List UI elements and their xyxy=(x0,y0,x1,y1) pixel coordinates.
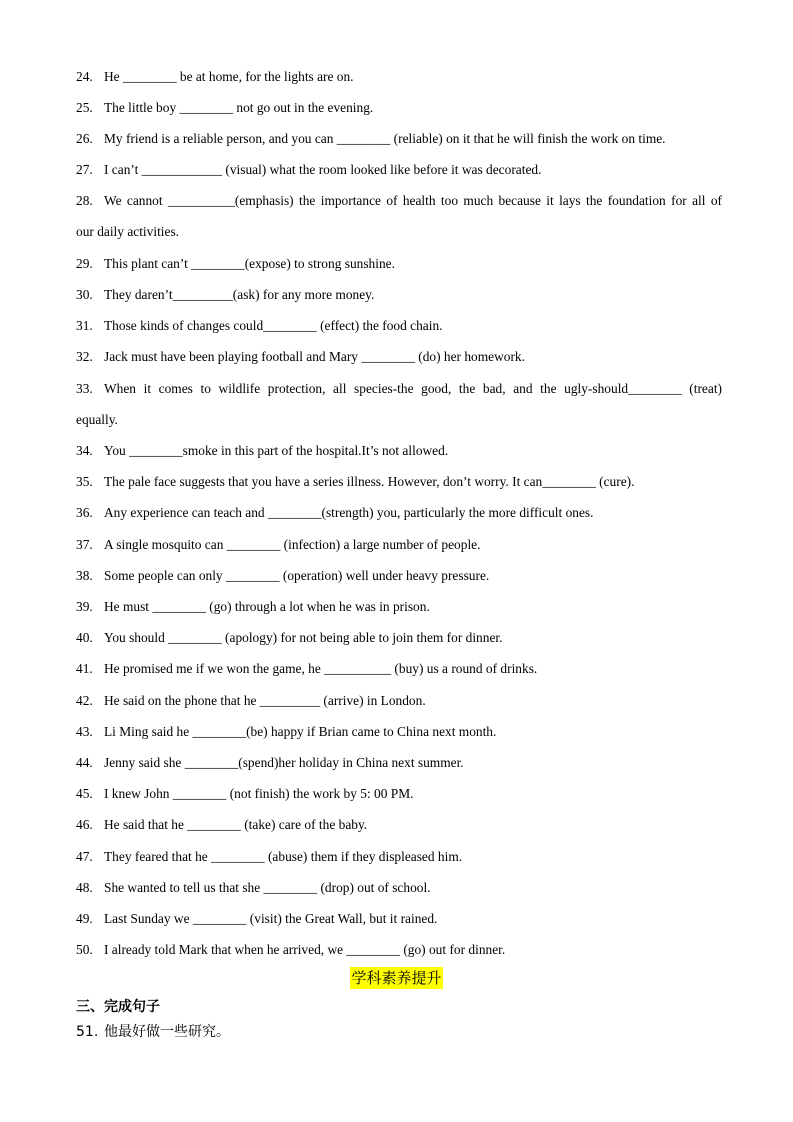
question-number: 48. xyxy=(76,880,93,895)
question-text: I knew John ________ (not finish) the work by 5: 00 PM. xyxy=(104,786,414,801)
question-text: The pale face suggests that you have a series illness. However, don’t worry. It can________ (cure). xyxy=(104,474,635,489)
question-line xyxy=(76,747,722,778)
question-item xyxy=(76,154,722,185)
question-item xyxy=(76,872,722,903)
section-banner: 学科素养提升 xyxy=(351,969,442,987)
question-text: Some people can only ________ (operation) well under heavy pressure. xyxy=(104,568,490,583)
question-number: 39. xyxy=(76,599,93,614)
question-item xyxy=(76,373,722,435)
question-line xyxy=(76,778,722,809)
question-text: You should ________ (apology) for not being able to join them for dinner. xyxy=(104,630,503,645)
question-line xyxy=(76,841,722,872)
question-line xyxy=(76,279,722,310)
question-line xyxy=(76,373,722,404)
question-number: 27. xyxy=(76,162,93,177)
question-item xyxy=(76,341,722,372)
question-text: 他最好做一些研究。 xyxy=(104,1024,230,1040)
question-text: They daren’t_________(ask) for any more money. xyxy=(104,287,375,302)
question-line xyxy=(76,435,722,466)
question-number: 42. xyxy=(76,693,93,708)
question-text: When it comes to wildlife protection, all species-the good, the bad, and the ugly-should________ (treat) xyxy=(104,381,722,396)
question-number: 32. xyxy=(76,349,93,364)
question-item xyxy=(76,248,722,279)
question-number: 47. xyxy=(76,849,93,864)
question-text: Last Sunday we ________ (visit) the Great Wall, but it rained. xyxy=(104,911,438,926)
question-item xyxy=(76,716,722,747)
question-line xyxy=(76,310,722,341)
question-text: Jack must have been playing football and Mary ________ (do) her homework. xyxy=(104,349,525,364)
question-line xyxy=(76,716,722,747)
question-continuation: equally. xyxy=(76,412,118,427)
question-text: The little boy ________ not go out in the evening. xyxy=(104,100,374,115)
question-item xyxy=(76,622,722,653)
question-line xyxy=(76,653,722,684)
question-item xyxy=(76,185,722,247)
question-item xyxy=(76,279,722,310)
question-number: 44. xyxy=(76,755,93,770)
question-number: 28. xyxy=(76,193,93,208)
question-number: 38. xyxy=(76,568,93,583)
question-line xyxy=(76,497,722,528)
question-number: 29. xyxy=(76,256,93,271)
question-number: 43. xyxy=(76,724,93,739)
question-item xyxy=(76,903,722,934)
question-item xyxy=(76,778,722,809)
question-number: 36. xyxy=(76,505,93,520)
question-line xyxy=(76,622,722,653)
question-text: He said that he ________ (take) care of the baby. xyxy=(104,817,368,832)
question-text: Li Ming said he ________(be) happy if Brian came to China next month. xyxy=(104,724,497,739)
section-title: 三、完成句子 xyxy=(76,999,160,1015)
question-number: 41. xyxy=(76,661,93,676)
question-text: We cannot __________(emphasis) the importance of health too much because it lays the foundation for all of xyxy=(104,193,722,208)
question-continuation: our daily activities. xyxy=(76,224,180,239)
question-item xyxy=(76,92,722,123)
question-number: 26. xyxy=(76,131,93,146)
question-item xyxy=(76,529,722,560)
question-line xyxy=(76,529,722,560)
question-line xyxy=(76,123,722,154)
question-item xyxy=(76,685,722,716)
question-text: I already told Mark that when he arrived, we ________ (go) out for dinner. xyxy=(104,942,506,957)
question-51 xyxy=(76,1019,230,1045)
question-text: Jenny said she ________(spend)her holiday in China next summer. xyxy=(104,755,464,770)
question-item xyxy=(76,591,722,622)
question-number: 35. xyxy=(76,474,93,489)
question-number: 30. xyxy=(76,287,93,302)
question-text: A single mosquito can ________ (infection) a large number of people. xyxy=(104,537,481,552)
question-text: Those kinds of changes could________ (effect) the food chain. xyxy=(104,318,443,333)
question-text: You ________smoke in this part of the hospital.It’s not allowed. xyxy=(104,443,449,458)
question-item xyxy=(76,934,722,965)
question-line xyxy=(76,61,722,92)
question-line xyxy=(76,809,722,840)
question-number: 46. xyxy=(76,817,93,832)
question-text: My friend is a reliable person, and you can ________ (reliable) on it that he will finish the work on time. xyxy=(104,131,666,146)
question-item xyxy=(76,747,722,778)
question-item xyxy=(76,560,722,591)
question-line xyxy=(76,934,722,965)
question-item xyxy=(76,653,722,684)
question-number: 33. xyxy=(76,381,93,396)
banner-row xyxy=(0,967,793,989)
question-number: 49. xyxy=(76,911,93,926)
question-item xyxy=(76,61,722,92)
question-number: 24. xyxy=(76,69,93,84)
question-number: 45. xyxy=(76,786,93,801)
question-line xyxy=(76,341,722,372)
question-text: They feared that he ________ (abuse) them if they displeased him. xyxy=(104,849,463,864)
question-number: 34. xyxy=(76,443,93,458)
question-line xyxy=(76,154,722,185)
question-number: 40. xyxy=(76,630,93,645)
question-line xyxy=(76,248,722,279)
question-number: 31. xyxy=(76,318,93,333)
question-text: This plant can’t ________(expose) to strong sunshine. xyxy=(104,256,395,271)
question-item xyxy=(76,809,722,840)
question-item xyxy=(76,497,722,528)
question-number: 25. xyxy=(76,100,93,115)
question-line xyxy=(76,92,722,123)
question-number: 51. xyxy=(76,1024,99,1040)
question-item xyxy=(76,466,722,497)
question-line xyxy=(76,685,722,716)
question-item xyxy=(76,310,722,341)
question-text: He said on the phone that he _________ (arrive) in London. xyxy=(104,693,426,708)
question-line xyxy=(76,560,722,591)
question-line xyxy=(76,903,722,934)
question-text: He promised me if we won the game, he __________ (buy) us a round of drinks. xyxy=(104,661,538,676)
question-item xyxy=(76,123,722,154)
question-line xyxy=(76,185,722,216)
question-number: 50. xyxy=(76,942,93,957)
question-text: I can’t ____________ (visual) what the room looked like before it was decorated. xyxy=(104,162,542,177)
question-text: He ________ be at home, for the lights are on. xyxy=(104,69,354,84)
question-text: She wanted to tell us that she ________ (drop) out of school. xyxy=(104,880,431,895)
question-line xyxy=(76,466,722,497)
question-text: Any experience can teach and ________(strength) you, particularly the more difficult ones. xyxy=(104,505,594,520)
question-number: 37. xyxy=(76,537,93,552)
question-item xyxy=(76,841,722,872)
question-item xyxy=(76,435,722,466)
question-line xyxy=(76,872,722,903)
question-text: He must ________ (go) through a lot when he was in prison. xyxy=(104,599,430,614)
question-line xyxy=(76,591,722,622)
